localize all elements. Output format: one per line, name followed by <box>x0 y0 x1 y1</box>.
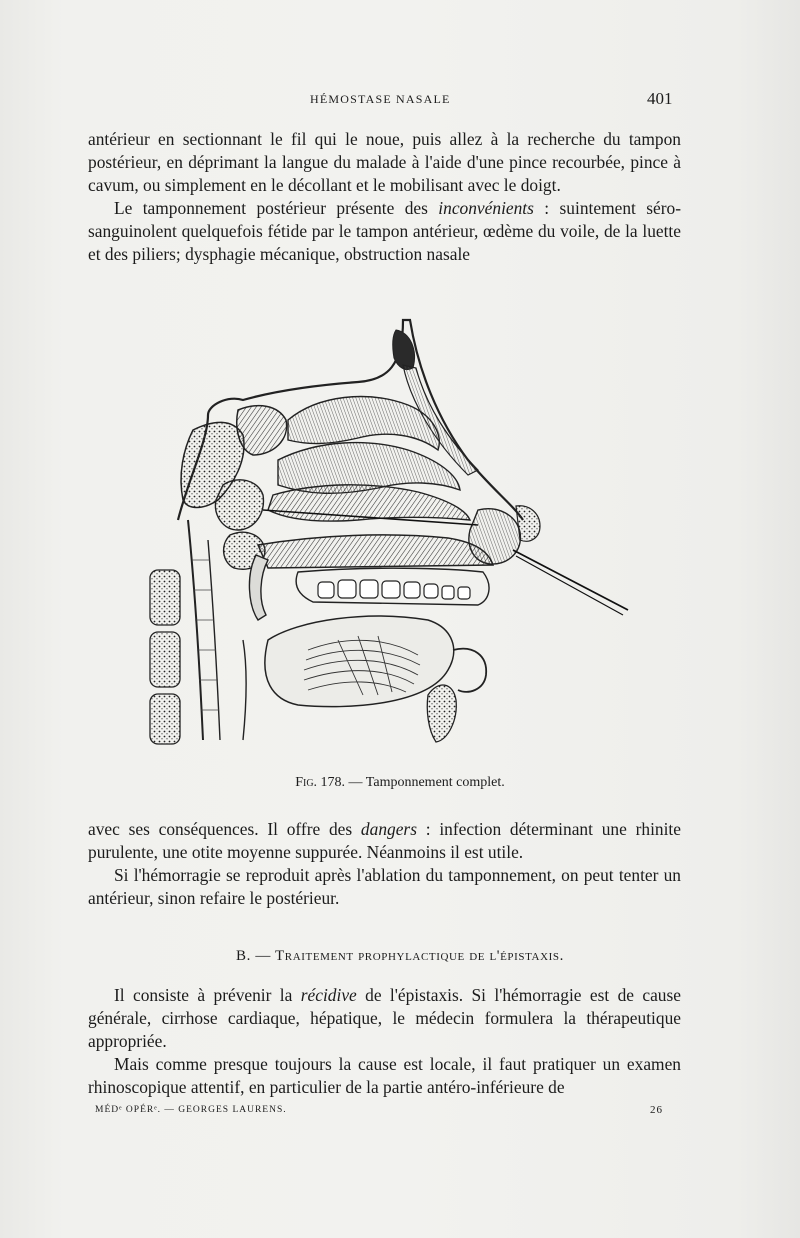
paragraph-2 <box>88 197 681 266</box>
figure-label: Fig. 178. <box>295 775 346 790</box>
nasal-packing-illustration <box>148 310 638 750</box>
cervical-vertebrae <box>150 570 180 744</box>
figure-caption-text: — Tamponnement complet. <box>345 775 505 790</box>
anterior-tampon-tip <box>516 506 540 541</box>
paragraph-2-text-a: Le tamponnement postérieur présente des <box>114 198 439 218</box>
text-block-middle <box>88 818 681 910</box>
paragraph-5-text-b: de l'épistaxis. Si l'hémorragie est de cause générale, cirrhose cardiaque, hépatique, le médecin formulera la thérapeutique appropriée. <box>88 985 681 1051</box>
sphenoid-sinus <box>237 406 287 455</box>
pharynx-wall <box>188 520 203 740</box>
posterior-tampon <box>215 480 263 530</box>
mandible-bone <box>427 685 456 742</box>
forceps-rod-2 <box>516 556 623 615</box>
paragraph-1: antérieur en sectionnant le fil qui le noue, puis allez à la recherche du tampon postérieur, en déprimant la langue du malade à l'aide d'une pince recourbée, pince à cavum, ou simplement en le décollant et le mobilisant avec le doigt. <box>88 129 681 195</box>
page-number: 401 <box>647 89 673 108</box>
paragraph-2-emphasis: inconvénients <box>438 198 534 218</box>
paragraph-5-text-a: Il consiste à prévenir la <box>114 985 301 1005</box>
epiglottis <box>243 640 246 740</box>
hard-palate <box>258 535 493 568</box>
paragraph-5-emphasis: récidive <box>300 985 357 1005</box>
footer-sheet-number: 26 <box>650 1104 663 1116</box>
paragraph-2-text-b: : suintement séro-sanguinolent quelquefois fétide par le tampon antérieur, œdème du voile, de la luette et des piliers; dysphagie mécanique, obstruction nasale <box>88 198 681 264</box>
upper-teeth <box>318 580 470 599</box>
footer-signature: MÉDᵉ OPÉRᵉ. — GEORGES LAURENS. <box>95 1105 287 1115</box>
forceps-rod-1 <box>513 550 628 610</box>
text-block-top <box>88 128 681 266</box>
paragraph-3-text-b: : infection déterminant une rhinite purulente, une otite moyenne suppurée. Néanmoins il est utile. <box>88 819 681 862</box>
running-head <box>0 89 800 112</box>
page-footer <box>0 1105 800 1121</box>
paragraph-3 <box>88 818 681 864</box>
soft-palate <box>249 555 268 620</box>
tongue <box>265 616 454 707</box>
paragraph-4: Si l'hémorragie se reproduit après l'ablation du tamponnement, on peut tenter un antérieur, sinon refaire le postérieur. <box>88 865 681 908</box>
frontal-sinus <box>393 330 415 370</box>
running-title: HÉMOSTASE NASALE <box>310 92 451 106</box>
anatomical-figure <box>148 310 638 750</box>
lower-lip <box>453 649 486 692</box>
text-block-lower <box>88 984 681 1099</box>
inferior-turbinate <box>268 485 470 521</box>
paragraph-5 <box>88 984 681 1053</box>
paragraph-3-text-a: avec ses conséquences. Il offre des <box>88 819 361 839</box>
figure-caption <box>0 775 800 791</box>
section-heading: B. — Traitement prophylactique de l'épistaxis. <box>236 948 564 964</box>
paragraph-6: Mais comme presque toujours la cause est locale, il faut pratiquer un examen rhinoscopique attentif, en particulier de la partie antéro-inférieure de <box>88 1054 681 1097</box>
paragraph-3-emphasis: dangers <box>360 819 417 839</box>
